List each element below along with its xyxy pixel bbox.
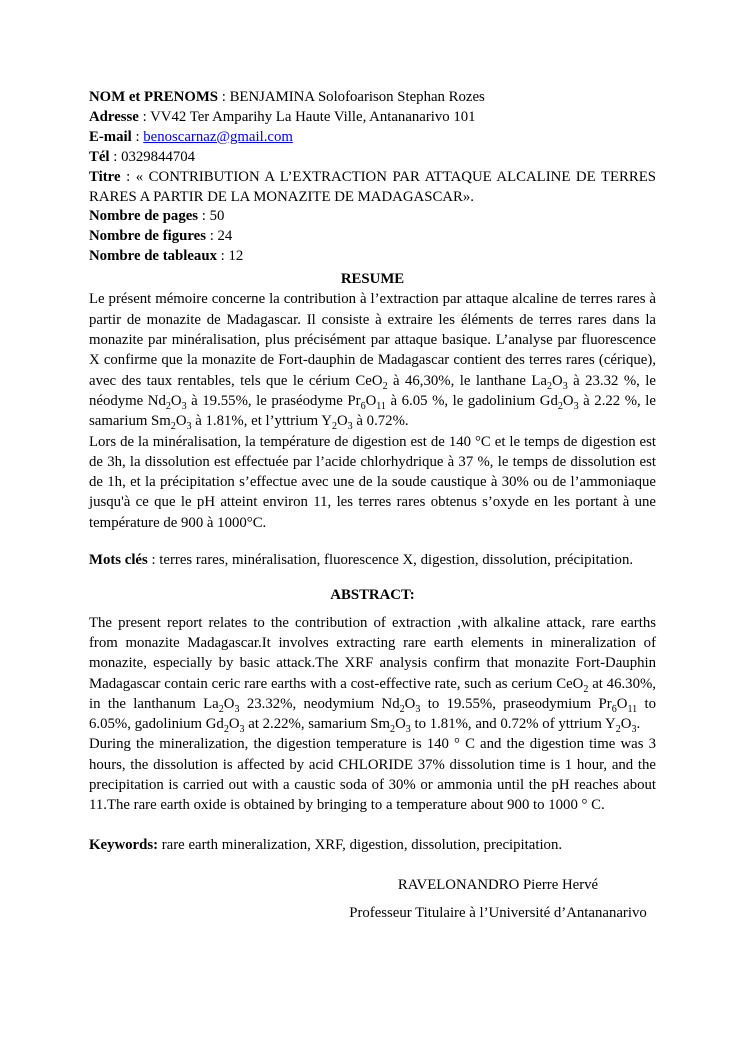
field-nom — [89, 88, 656, 108]
field-figures-value: 24 — [217, 228, 233, 245]
mots-cles-value: terres rares, minéralisation, fluorescence X, digestion, dissolution, précipitation. — [159, 552, 634, 569]
field-tableaux-sep: : — [216, 248, 229, 265]
field-adresse-value: VV42 Ter Amparihy La Haute Ville, Antananarivo 101 — [150, 108, 476, 125]
keywords-label: Keywords: — [89, 836, 159, 853]
field-titre-label: Titre — [89, 168, 121, 185]
keywords-line — [89, 835, 656, 855]
keywords-value: rare earth mineralization, XRF, digestion, dissolution, precipitation. — [161, 836, 563, 853]
abstract-paragraph-2: During the mineralization, the digestion temperature is 140 ° C and the digestion time was 3 hours, the dissolution is affected by acid CHLORIDE 37% dissolution time is 1 hour, and the precipitation is carried out with a caustic soda of 30% or ammonia until the pH reaches about 11.The rare earth oxide is obtained by bringing to a temperature about 900 to 1000 ° C. — [89, 736, 656, 814]
field-nom-sep: : — [218, 89, 230, 105]
field-email — [89, 128, 656, 148]
field-tel — [89, 148, 656, 168]
field-email-label: E-mail — [89, 128, 132, 145]
mots-cles-sep: : — [147, 552, 160, 569]
field-figures-label: Nombre de figures — [89, 228, 206, 245]
mots-cles-label: Mots clés — [89, 552, 148, 569]
field-titre-value: « CONTRIBUTION A L’EXTRACTION PAR ATTAQUE ALCALINE DE TERRES RARES A PARTIR DE LA MONAZITE DE MADAGASCAR». — [89, 168, 657, 205]
field-pages — [89, 207, 656, 227]
resume-heading: RESUME — [340, 271, 405, 288]
abstract-paragraph-1: The present report relates to the contribution of extraction ,with alkaline attack, rare earths from monazite Madagascar.It involves extracting rare earth elements in mineralization of monazite, especially by basic attack.The XRF analysis confirm that monazite Fort-Dauphin Madagascar contain ceric rare earths with a cost-effective rate, such as cerium CeO$_2$ at 46.30%, in the lanthanum $La_2O_3$ 23.32%, neodymium $Nd_2O_3$ to 19.55%, praseodymium $Pr_6O_{11}$ to 6.05%, gadolinium $Gd_2O_3$ at 2.22%, samarium $Sm_2O_3$ to 1.81%, and 0.72% of yttrium $Y_2O_3$. — [89, 614, 656, 736]
field-pages-value: 50 — [209, 208, 225, 225]
field-figures-sep: : — [206, 228, 218, 245]
field-tel-value: 0329844704 — [121, 148, 196, 165]
field-adresse-sep: : — [138, 108, 151, 125]
field-pages-label: Nombre de pages — [89, 208, 199, 225]
supervisor-name: RAVELONANDRO Pierre Hervé — [397, 876, 599, 893]
field-tableaux-label: Nombre de tableaux — [89, 248, 217, 265]
signature-block — [340, 875, 656, 924]
field-tel-label: Tél — [89, 148, 110, 165]
field-nom-label: NOM et PRENOMS — [89, 89, 219, 105]
field-titre — [89, 168, 656, 208]
field-adresse-label: Adresse — [89, 108, 139, 125]
field-tableaux-value: 12 — [228, 248, 244, 265]
field-tel-sep: : — [109, 148, 122, 165]
document-page — [89, 88, 656, 923]
email-link[interactable]: benoscarnaz@gmail.com — [143, 128, 293, 145]
field-tableaux — [89, 247, 656, 267]
field-nom-value: BENJAMINA Solofoarison Stephan Rozes — [229, 89, 485, 105]
resume-paragraph-2: Lors de la minéralisation, la température de digestion est de 140 °C et le temps de digestion est de 3h, la dissolution est effectuée par l’acide chlorhydrique à 37 %, le temps de dissolution est de 1h, et la précipitation s’effectue avec une de la soude caustique à 30% ou de l’ammoniaque jusqu'à ce que le pH atteint environ 11, les terres rares obtenus s’oxyde en les portant à une température de 900 à 1000°C. — [89, 433, 656, 531]
resume-paragraph-1: Le présent mémoire concerne la contribution à l’extraction par attaque alcaline de terres rares à partir de monazite de Madagascar. Il consiste à extraire les éléments de terres rares dans la monazite par minéralisation, plus précisément par attaque basique. L’analyse par fluorescence X confirme que la monazite de Fort-dauphin de Madagascar contient des terres rares (cérique), avec des taux rentables, tels que le cérium CeO$_2$ à 46,30%, le lanthane $La_2O_3$ à 23.32 %, le néodyme $Nd_2O_3$ à 19.55%, le praséodyme $Pr_6O_{11}$ à 6.05 %, le gadolinium $Gd_2O_3$ à 2.22 %, le samarium $Sm_2O_3$ à 1.81%, et l’yttrium $Y_2O_3$ à 0.72%. — [89, 291, 656, 433]
field-pages-sep: : — [198, 208, 210, 225]
field-titre-sep: : — [120, 168, 136, 185]
supervisor-title: Professeur Titulaire à l’Université d’Antananarivo — [349, 905, 647, 922]
field-email-sep: : — [131, 128, 144, 145]
mots-cles-line — [89, 550, 656, 570]
abstract-heading: ABSTRACT: — [330, 587, 415, 604]
field-adresse — [89, 108, 656, 128]
field-figures — [89, 227, 656, 247]
